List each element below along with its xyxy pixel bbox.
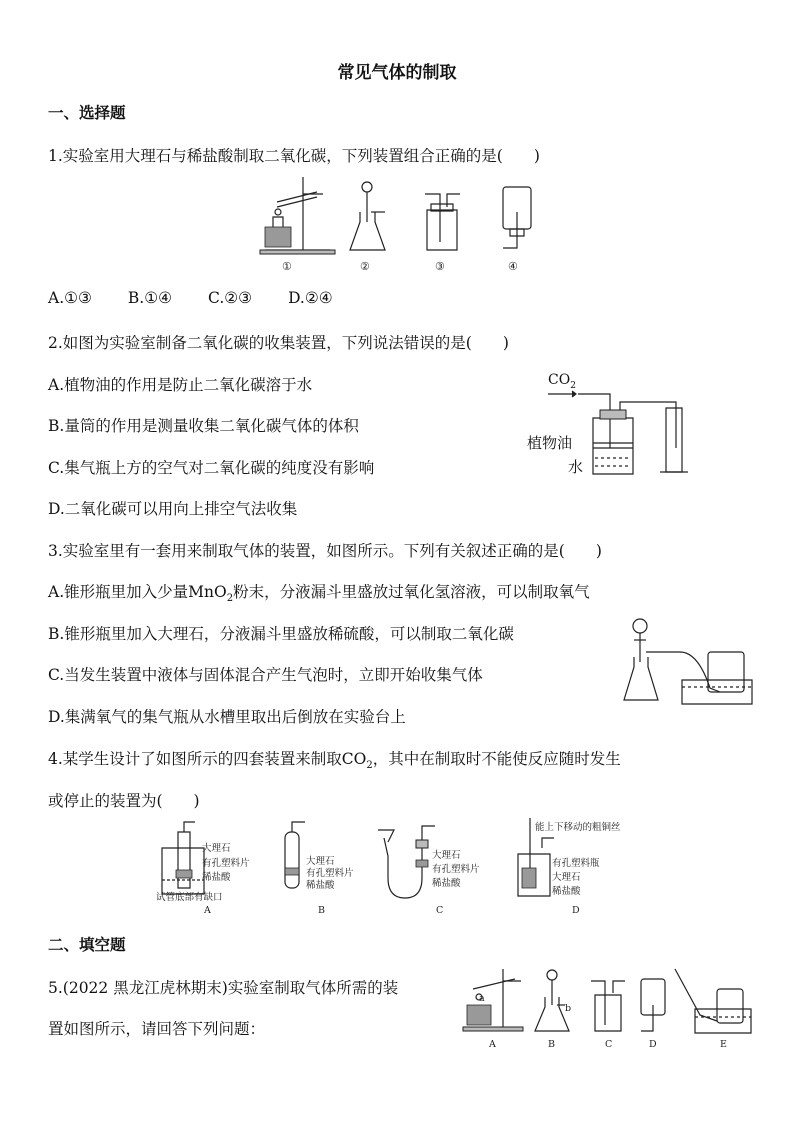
- q4-figA-plate: 有孔塑料片: [202, 858, 250, 869]
- q1-option-c[interactable]: C.②③: [208, 289, 253, 307]
- q5-label-d: D: [649, 1039, 657, 1050]
- q1-label-1: ①: [282, 260, 292, 273]
- q3-option-b[interactable]: B.锥形瓶里加入大理石，分液漏斗里盛放稀硫酸，可以制取二氧化碳: [48, 625, 514, 643]
- q5-fig-b-mark: b: [565, 1003, 572, 1014]
- question-2-text: 2.如图为实验室制备二氧化碳的收集装置，下列说法错误的是( ): [48, 334, 509, 352]
- q4-figC-plate: 有孔塑料片: [432, 864, 480, 875]
- q5-label-b: B: [548, 1039, 555, 1050]
- q4-figC-acid: 稀盐酸: [432, 878, 461, 889]
- q3-option-d[interactable]: D.集满氧气的集气瓶从水槽里取出后倒放在实验台上: [48, 708, 406, 726]
- question-4-line2: 或停止的装置为( ): [48, 792, 200, 810]
- q2-fig-water-label: 水: [568, 458, 584, 476]
- section-heading-fill: 二、填空题: [48, 935, 126, 954]
- q4-apparatus-figure: [150, 818, 670, 918]
- question-5-line1: 5.(2022 黑龙江虎林期末)实验室制取气体所需的装: [48, 979, 399, 997]
- q2-option-d[interactable]: D.二氧化碳可以用向上排空气法收集: [48, 500, 298, 518]
- q4-figC-marble: 大理石: [432, 850, 461, 861]
- q5-fig-a-mark: a: [479, 993, 485, 1004]
- q5-label-c: C: [605, 1039, 613, 1050]
- q2-option-c[interactable]: C.集气瓶上方的空气对二氧化碳的纯度没有影响: [48, 459, 375, 477]
- q1-apparatus-figure: [255, 172, 555, 272]
- question-3-text: 3.实验室里有一套用来制取气体的装置，如图所示。下列有关叙述正确的是( ): [48, 542, 602, 560]
- question-4-line1: 4.某学生设计了如图所示的四套装置来制取$CO_2$，其中在制取时不能使反应随时发生: [48, 750, 621, 772]
- q4-figA-label: A: [204, 905, 211, 916]
- q4-figB-plate: 有孔塑料片: [306, 868, 354, 879]
- q4-figA-notch: 试管底部有缺口: [156, 892, 223, 903]
- q1-apparatus-1: [260, 177, 335, 254]
- q4-figB-acid: 稀盐酸: [306, 880, 335, 891]
- q4-figB-marble: 大理石: [306, 856, 335, 867]
- page-title: 常见气体的制取: [337, 63, 457, 83]
- q2-fig-oil-label: 植物油: [527, 434, 573, 452]
- q1-label-2: ②: [360, 260, 370, 273]
- q1-option-a[interactable]: A.①③: [48, 289, 92, 307]
- q1-label-3: ③: [435, 260, 445, 273]
- q2-option-a[interactable]: A.植物油的作用是防止二氧化碳溶于水: [48, 376, 313, 394]
- q1-option-b[interactable]: B.①④: [127, 289, 173, 307]
- q3-option-c[interactable]: C.当发生装置中液体与固体混合产生气泡时，立即开始收集气体: [48, 666, 483, 684]
- q4-figD-wire: 能上下移动的粗铜丝: [535, 822, 621, 833]
- q4-figD-acid: 稀盐酸: [552, 886, 581, 897]
- q4-figD-bottle: 有孔塑料瓶: [552, 858, 600, 869]
- q2-fig-co2-label: $CO_2$: [548, 372, 576, 391]
- q1-apparatus-2: [350, 182, 385, 250]
- q4-figA-acid: 稀盐酸: [202, 872, 231, 883]
- q3-apparatus-figure: [620, 612, 755, 707]
- q2-collection-figure: [548, 388, 688, 478]
- q1-apparatus-3: [425, 194, 460, 250]
- q5-apparatus-figure: [455, 965, 760, 1050]
- q4-figA-marble: 大理石: [202, 843, 231, 854]
- question-1-options: [48, 289, 369, 307]
- q1-option-d[interactable]: D.②④: [288, 289, 333, 307]
- q5-label-e: E: [720, 1039, 727, 1050]
- q1-label-4: ④: [508, 260, 518, 273]
- q5-label-a: A: [489, 1039, 496, 1050]
- q3-option-a[interactable]: A.锥形瓶里加入少量MnO$_2$粉末，分液漏斗里盛放过氧化氢溶液，可以制取氧气: [48, 583, 590, 605]
- q4-figD-label: D: [572, 905, 580, 916]
- q4-figD-marble: 大理石: [552, 872, 581, 883]
- question-5-line2: 置如图所示，请回答下列问题：: [48, 1020, 266, 1038]
- q4-figB-label: B: [318, 905, 325, 916]
- question-1-text: 1.实验室用大理石与稀盐酸制取二氧化碳，下列装置组合正确的是( ): [48, 147, 540, 165]
- q1-apparatus-4: [503, 187, 531, 248]
- q2-option-b[interactable]: B.量筒的作用是测量收集二氧化碳气体的体积: [48, 417, 359, 435]
- q4-figC-label: C: [436, 905, 444, 916]
- section-heading-choice: 一、选择题: [48, 103, 126, 122]
